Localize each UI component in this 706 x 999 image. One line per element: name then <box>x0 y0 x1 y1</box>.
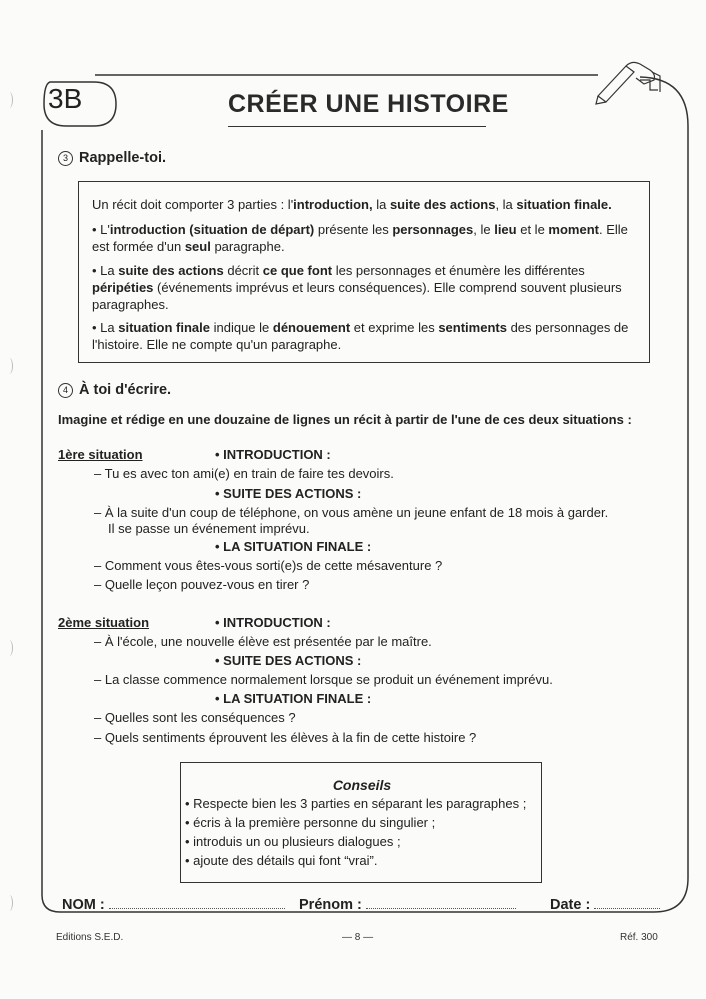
binder-mark <box>6 358 13 374</box>
lesson-badge: 3B <box>48 83 83 114</box>
situation-2-finale-text: – Quelles sont les conséquences ? <box>94 710 296 725</box>
binder-mark <box>6 640 13 656</box>
situation-2-intro-heading: • INTRODUCTION : <box>215 615 331 630</box>
situation-1-finale-text: – Comment vous êtes-vous sorti(e)s de cette mésaventure ? <box>94 558 443 573</box>
situation-1-suite-heading: • SUITE DES ACTIONS : <box>215 486 362 501</box>
prenom-field[interactable] <box>299 897 516 913</box>
situation-2-finale-heading: • LA SITUATION FINALE : <box>215 691 372 706</box>
reference: Réf. 300 <box>620 932 658 943</box>
page-number: — 8 — <box>342 932 374 943</box>
conseil-item: • écris à la première personne du singulier ; <box>185 815 436 830</box>
section-ecrire-heading <box>58 382 171 398</box>
situation-2-label: 2ème situation <box>58 615 150 630</box>
section-title: Rappelle-toi. <box>79 150 167 166</box>
situation-1-suite-text-2: Il se passe un événement imprévu. <box>108 521 310 536</box>
date-label: Date : <box>550 897 591 913</box>
situation-1-suite-text: – À la suite d'un coup de téléphone, on vous amène un jeune enfant de 18 mois à garder. <box>94 505 609 520</box>
nom-dotted-line[interactable] <box>109 898 285 909</box>
publisher: Editions S.E.D. <box>56 932 124 943</box>
situation-1-intro-text: – Tu es avec ton ami(e) en train de faire tes devoirs. <box>94 466 394 481</box>
situation-2-finale-text-2: – Quels sentiments éprouvent les élèves à la fin de cette histoire ? <box>94 730 477 745</box>
conseil-item: • ajoute des détails qui font “vrai”. <box>185 853 378 868</box>
binder-mark <box>6 895 13 911</box>
situation-2-suite-text: – La classe commence normalement lorsque se produit un événement imprévu. <box>94 672 553 687</box>
pencil-hand-icon <box>596 62 660 104</box>
nom-label: NOM : <box>62 897 105 913</box>
situation-2-suite-heading: • SUITE DES ACTIONS : <box>215 653 362 668</box>
title-underline <box>228 126 486 127</box>
writing-instruction: Imagine et rédige en une douzaine de lignes un récit à partir de l'une de ces deux situations : <box>58 412 632 427</box>
date-field[interactable] <box>550 897 660 913</box>
conseils-box <box>180 762 542 883</box>
conseils-title: Conseils <box>332 777 392 793</box>
rappel-paragraph-finale: • La situation finale indique le dénouement et exprime les sentiments des personnages de l'histoire. Elle ne compte qu'un paragraphe. <box>92 320 629 352</box>
situation-1-finale-text-2: – Quelle leçon pouvez-vous en tirer ? <box>94 577 310 592</box>
situation-1-intro-heading: • INTRODUCTION : <box>215 447 331 462</box>
prenom-dotted-line[interactable] <box>366 898 516 909</box>
section-rappelle-heading <box>58 150 166 166</box>
rappel-paragraph-suite: • La suite des actions décrit ce que font les personnages et énumère les différentes péripéties (événements imprévus et leurs conséquences). Elle comprend souvent plusieurs paragraphes. <box>92 263 622 312</box>
page-title: CRÉER UNE HISTOIRE <box>228 90 509 118</box>
conseil-item: • Respecte bien les 3 parties en séparant les paragraphes ; <box>185 796 527 811</box>
binder-mark <box>6 92 13 108</box>
section-title: À toi d'écrire. <box>79 382 172 398</box>
rappel-paragraph-introduction: • L'introduction (situation de départ) présente les personnages, le lieu et le moment. Elle est formée d'un seul paragraphe. <box>92 222 628 254</box>
situation-1-finale-heading: • LA SITUATION FINALE : <box>215 539 372 554</box>
conseil-item: • introduis un ou plusieurs dialogues ; <box>185 834 401 849</box>
date-dotted-line[interactable] <box>594 898 660 909</box>
section-number: 3 <box>58 151 73 166</box>
section-number: 4 <box>58 383 73 398</box>
situation-1-label: 1ère situation <box>58 447 143 462</box>
rappel-intro: Un récit doit comporter 3 parties : l'introduction, la suite des actions, la situation finale. <box>92 197 612 212</box>
nom-field[interactable] <box>62 897 285 913</box>
prenom-label: Prénom : <box>299 897 362 913</box>
situation-2-intro-text: – À l'école, une nouvelle élève est présentée par le maître. <box>94 634 432 649</box>
